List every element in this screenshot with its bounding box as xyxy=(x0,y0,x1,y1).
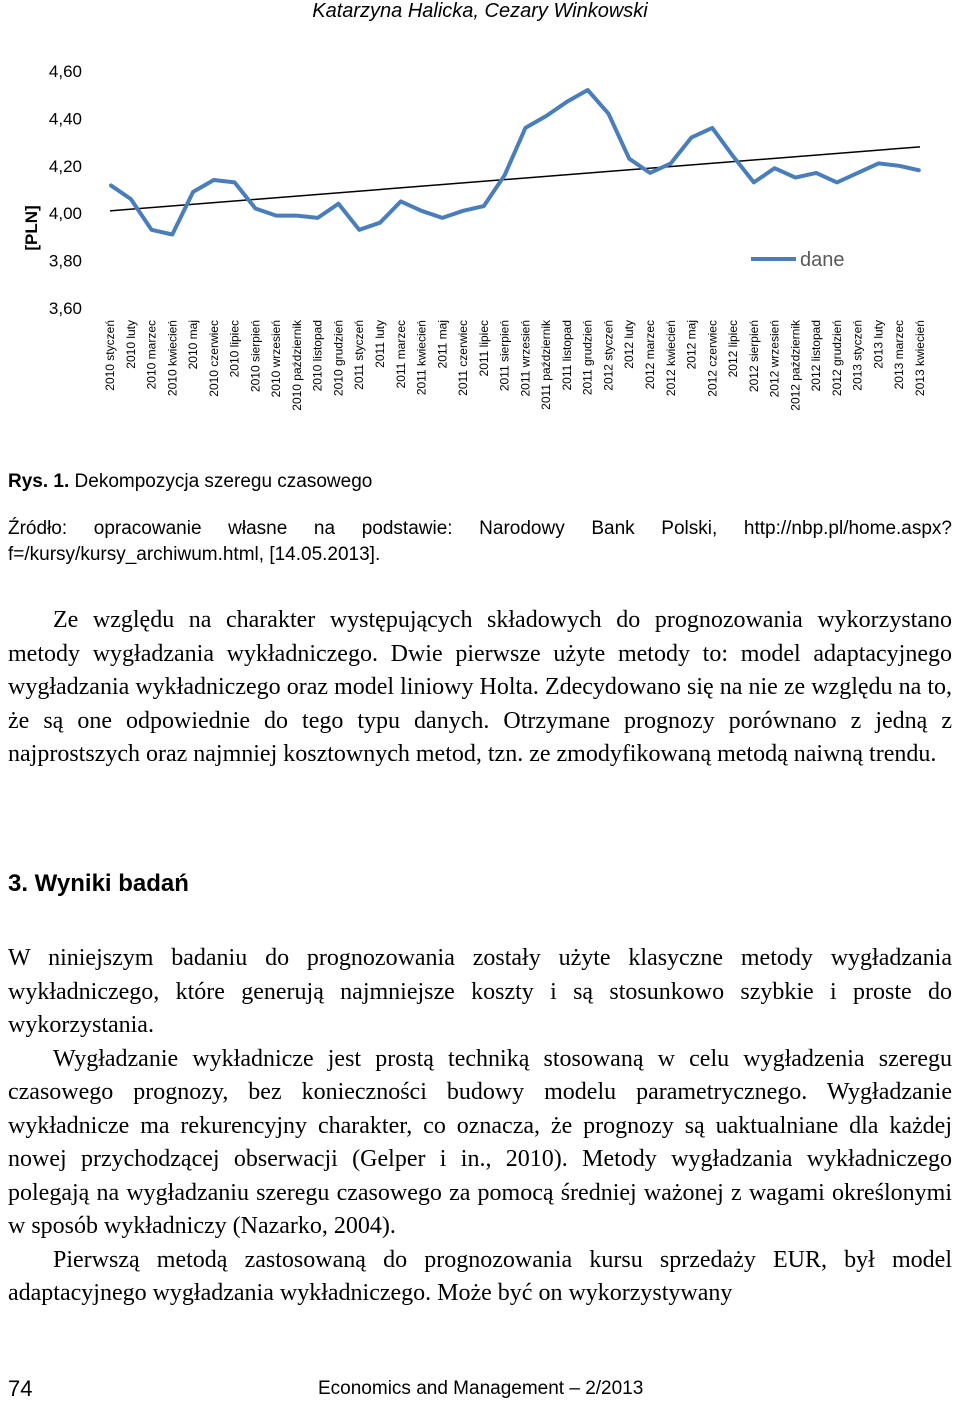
data-point xyxy=(566,101,568,103)
x-tick-label: 2011 styczeń xyxy=(352,320,367,390)
x-tick-label: 2010 maj xyxy=(186,320,201,370)
x-tick-label: 2011 październik xyxy=(539,320,554,410)
x-tick-label: 2010 marzec xyxy=(144,320,159,390)
x-tick-label: 2010 październik xyxy=(289,320,304,411)
x-tick-label: 2011 listopad xyxy=(559,320,574,391)
data-point xyxy=(109,184,111,186)
data-point xyxy=(815,172,817,174)
data-point xyxy=(441,217,443,219)
data-point xyxy=(296,215,298,217)
data-point xyxy=(670,162,672,164)
data-point xyxy=(877,162,879,164)
data-point xyxy=(898,165,900,167)
x-tick-label: 2013 kwiecień xyxy=(913,320,927,397)
series-line-dane xyxy=(110,90,920,235)
data-point xyxy=(857,172,859,174)
x-tick-label: 2010 luty xyxy=(123,320,138,369)
x-tick-label: 2010 sierpień xyxy=(248,320,263,393)
x-tick-label: 2013 luty xyxy=(871,320,886,369)
data-point xyxy=(919,170,921,172)
data-point xyxy=(587,89,589,91)
x-tick-label: 2012 wrzesień xyxy=(767,320,782,398)
x-tick-label: 2013 styczeń xyxy=(850,320,865,391)
figure-label: Rys. 1. xyxy=(8,471,70,492)
data-point xyxy=(213,179,215,181)
data-point xyxy=(130,198,132,200)
data-point xyxy=(192,191,194,193)
data-point xyxy=(337,203,339,205)
y-tick-label: 4,60 xyxy=(48,62,82,81)
x-tick-label: 2010 listopad xyxy=(310,320,325,392)
x-tick-label: 2012 sierpień xyxy=(746,320,761,393)
journal-name: Economics and Management – 2/2013 xyxy=(318,1378,644,1399)
data-point xyxy=(504,174,506,176)
x-tick-label: 2010 grudzień xyxy=(331,320,346,397)
data-point xyxy=(462,210,464,212)
data-point xyxy=(421,210,423,212)
data-point xyxy=(607,113,609,115)
x-tick-label: 2010 styczeń xyxy=(103,320,117,391)
x-tick-label: 2012 październik xyxy=(788,320,803,411)
figure-source: Źródło: opracowanie własne na podstawie: Narodowy Bank Polski, http://nbp.pl/home.aspx?f=/kursy/kursy_archiwum.html, [14.05.2013]. xyxy=(8,518,952,565)
x-tick-label: 2011 luty xyxy=(373,320,387,368)
legend-label: dane xyxy=(800,249,845,271)
y-tick-label: 4,00 xyxy=(48,204,82,224)
x-tick-label: 2012 czerwiec xyxy=(705,320,720,397)
data-point xyxy=(358,229,360,231)
x-tick-label: 2013 marzec xyxy=(892,320,907,390)
data-point xyxy=(545,115,547,117)
x-tick-label: 2012 listopad xyxy=(809,320,824,392)
y-tick-label: 3,80 xyxy=(48,251,82,271)
data-point xyxy=(649,172,651,174)
data-point xyxy=(774,167,776,169)
data-point xyxy=(171,234,173,236)
y-tick-label: 4,40 xyxy=(48,109,82,129)
x-tick-label: 2010 czerwiec xyxy=(206,320,221,397)
page-number: 74 xyxy=(8,1376,33,1401)
paragraph-first-method: Pierwszą metodą zastosowaną do prognozowania kursu sprzedaży EUR, był model adaptacyjnego wygładzania wykładniczego. Może być on wykorzystywany xyxy=(8,1246,952,1306)
figure-caption xyxy=(8,471,372,493)
data-point xyxy=(254,207,256,209)
paragraph-intro: W niniejszym badaniu do prognozowania zostały użyte klasyczne metody wygładzania wykładniczego, które generują najmniejsze koszty i są stosunkowo szybkie i proste do wykorzystania. xyxy=(8,945,952,1038)
x-tick-label: 2012 styczeń xyxy=(601,320,616,391)
x-tick-label: 2012 maj xyxy=(684,320,699,370)
x-tick-label: 2011 marzec xyxy=(393,320,408,389)
exchange-rate-chart xyxy=(0,40,960,440)
section-heading: 3. Wyniki badań xyxy=(8,870,189,897)
data-point xyxy=(524,127,526,129)
x-tick-label: 2012 lipiec xyxy=(726,320,741,378)
paragraph-methods: Ze względu na charakter występujących składowych do prognozowania wykorzystano metody wygładzania wykładniczego. Dwie pierwsze użyte metody to: model adaptacyjnego wygładzania wykładniczego oraz model liniowy Holta. Zdecydowano się na nie ze względu na to, że są one odpowiednie do tego typu danych. Otrzymane prognozy porównano z jedną z najprostszych oraz najmniej kosztownych metod, tzn. ze zmodyfikowaną metodą naiwną trendu. xyxy=(8,607,952,767)
data-point xyxy=(732,155,734,157)
data-point xyxy=(691,136,693,138)
x-tick-label: 2011 sierpień xyxy=(497,320,512,392)
legend xyxy=(751,249,845,271)
y-tick-label: 3,60 xyxy=(48,299,82,318)
data-point xyxy=(711,127,713,129)
x-tick-label: 2011 grudzień xyxy=(580,320,595,396)
data-point xyxy=(483,205,485,207)
data-point xyxy=(275,215,277,217)
x-tick-label: 2012 grudzień xyxy=(829,320,844,397)
data-point xyxy=(317,217,319,219)
x-tick-label: 2011 lipiec xyxy=(476,320,491,377)
data-point xyxy=(753,181,755,183)
figure-title: Dekompozycja szeregu czasowego xyxy=(69,471,373,492)
paragraph-smoothing: Wygładzanie wykładnicze jest prostą techniką stosowaną w celu wygładzenia szeregu czasowego prognozy, bez konieczności budowy modelu parametrycznego. Wygładzanie wykładnicze ma rekurencyjny charakter, co oznacza, że prognozy są uaktualniane dla każdej nowej przychodzącej obserwacji (Gelper i in., 2010). Metody wygładzania wykładniczego polegają na wygładzaniu szeregu czasowego za pomocą średniej ważonej z wagami określonymi w sposób wykładniczy (Nazarko, 2004). xyxy=(8,1045,952,1239)
x-tick-label: 2011 czerwiec xyxy=(456,320,471,396)
data-point xyxy=(234,181,236,183)
data-point xyxy=(400,200,402,202)
x-tick-label: 2012 luty xyxy=(622,320,637,369)
data-point xyxy=(379,222,381,224)
data-point xyxy=(151,229,153,231)
x-tick-label: 2010 wrzesień xyxy=(269,320,284,398)
x-tick-label: 2011 maj xyxy=(435,320,450,369)
y-axis-label: [PLN] xyxy=(22,205,41,251)
x-tick-label: 2010 kwiecień xyxy=(165,320,180,397)
x-tick-label: 2012 kwiecień xyxy=(663,320,678,397)
data-point xyxy=(794,177,796,179)
x-tick-label: 2010 lipiec xyxy=(227,320,242,378)
x-tick-label: 2012 marzec xyxy=(643,320,657,390)
y-tick-label: 4,20 xyxy=(48,156,82,176)
data-point xyxy=(628,158,630,160)
running-header: Katarzyna Halicka, Cezary Winkowski xyxy=(312,0,648,22)
x-tick-label: 2011 kwiecień xyxy=(414,320,429,396)
x-tick-label: 2011 wrzesień xyxy=(518,320,533,397)
data-point xyxy=(836,181,838,183)
